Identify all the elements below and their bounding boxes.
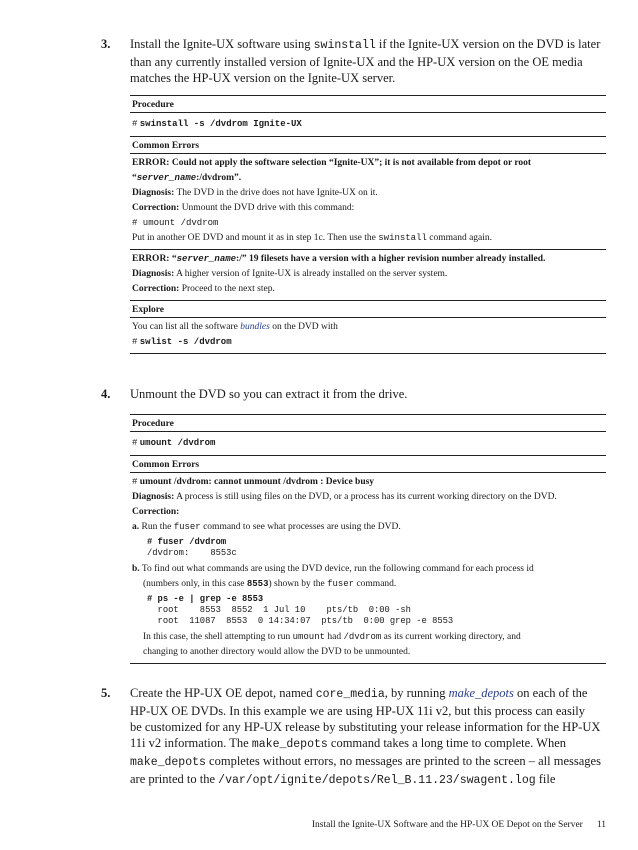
- code-line: root 11087 8553 0 14:34:07 pts/tb 0:00 grep -e 8553: [147, 616, 454, 626]
- page-number: 11: [596, 820, 606, 830]
- procedure-command: # swinstall -s /dvdrom Ignite-UX: [130, 113, 606, 137]
- step-number: 5.: [101, 686, 111, 700]
- step-line: Install the Ignite-UX software using swinstall if the Ignite-UX version on the DVD is later: [130, 37, 601, 52]
- bundles-link[interactable]: bundles: [240, 322, 270, 332]
- explore-block: You can list all the software bundles on the DVD with # swlist -s /dvdrom: [132, 322, 338, 347]
- step-text: Unmount the DVD so you can extract it from the drive.: [130, 387, 408, 401]
- error-block-2: ERROR: “server_name:/” 19 filesets have a version with a higher revision number already installed. Diagnosis: A higher version of Ignite-UX is already installed on the server system. Correction: Proceed to the next step.: [130, 250, 606, 301]
- procedure-command: # umount /dvdrom: [130, 432, 606, 456]
- procedure-heading: Procedure: [130, 415, 606, 432]
- explore-heading: Explore: [130, 301, 606, 318]
- footer-title: Install the Ignite-UX Software and the HP-UX OE Depot on the Server: [311, 820, 583, 830]
- step-number: 4.: [101, 387, 111, 401]
- step-text: Create the HP-UX OE depot, named core_media, by running make_depots on each of the HP-UX OE DVDs. In this example we are using HP-UX 11i v2, but this process can easily be customized for any HP-UX release by substituting your release information for the HP-UX 11i v2 information. The make_depots command takes a long time to complete. When make_depots completes without errors, no messages are printed to the screen – all messages are printed to the /var/opt/ignite/depots/Rel_B.11.23/swagent.log file: [130, 686, 601, 787]
- error-block: # umount /dvdrom: cannot unmount /dvdrom : Device busy Diagnosis: A process is still using files on the DVD, or a process has its current working directory on the DVD. Correction: a. Run the fuser command to see what processes are using the DVD. # fuser /dvdrom /dvdrom: 8553c b. To find out what commands are using the DVD device, run the following command for each process id (numbers only, in this case 8553) shown by the fuser command. # ps -e | grep -e 8553 root 8553 8552 1 Jul 10 pts/tb 0:00 -sh root 11087 8553 0 14:34:07 pts/tb 0:00 grep -e 8553 In this case, the shell attempting to run umount had /dvdrom as its current working directory, and changing to another directory would allow the DVD to be unmounted.: [130, 473, 606, 663]
- common-errors-heading: Common Errors: [130, 456, 606, 473]
- code-line: /dvdrom: 8553c: [147, 548, 237, 558]
- step-number: 3.: [101, 37, 111, 51]
- step-text: [130, 36, 606, 86]
- step-line: than any currently installed version of Ignite-UX and the HP-UX version on the OE media: [130, 55, 583, 69]
- code-line: # fuser /dvdrom: [147, 537, 227, 547]
- procedure-table: [130, 414, 606, 664]
- procedure-table: [130, 95, 606, 354]
- error-block-1: ERROR: Could not apply the software selection “Ignite-UX”; it is not available from depot or root “server_name:/dvdrom”. Diagnosis: The DVD in the drive does not have Ignite-UX on it. Correction: Unmount the DVD drive with this command: # umount /dvdrom Put in another OE DVD and mount it as in step 1c. Then use the swinstall command again.: [130, 154, 606, 250]
- code-line: root 8553 8552 1 Jul 10 pts/tb 0:00 -sh: [147, 605, 411, 615]
- page-footer: [270, 820, 606, 830]
- common-errors-heading: Common Errors: [130, 137, 606, 154]
- code-line: # ps -e | grep -e 8553: [147, 594, 264, 604]
- make-depots-link[interactable]: make_depots: [448, 686, 514, 700]
- command-line: # umount /dvdrom: [132, 218, 219, 228]
- step-line: matches the HP-UX version on the Ignite-UX server.: [130, 71, 396, 85]
- procedure-heading: Procedure: [130, 96, 606, 113]
